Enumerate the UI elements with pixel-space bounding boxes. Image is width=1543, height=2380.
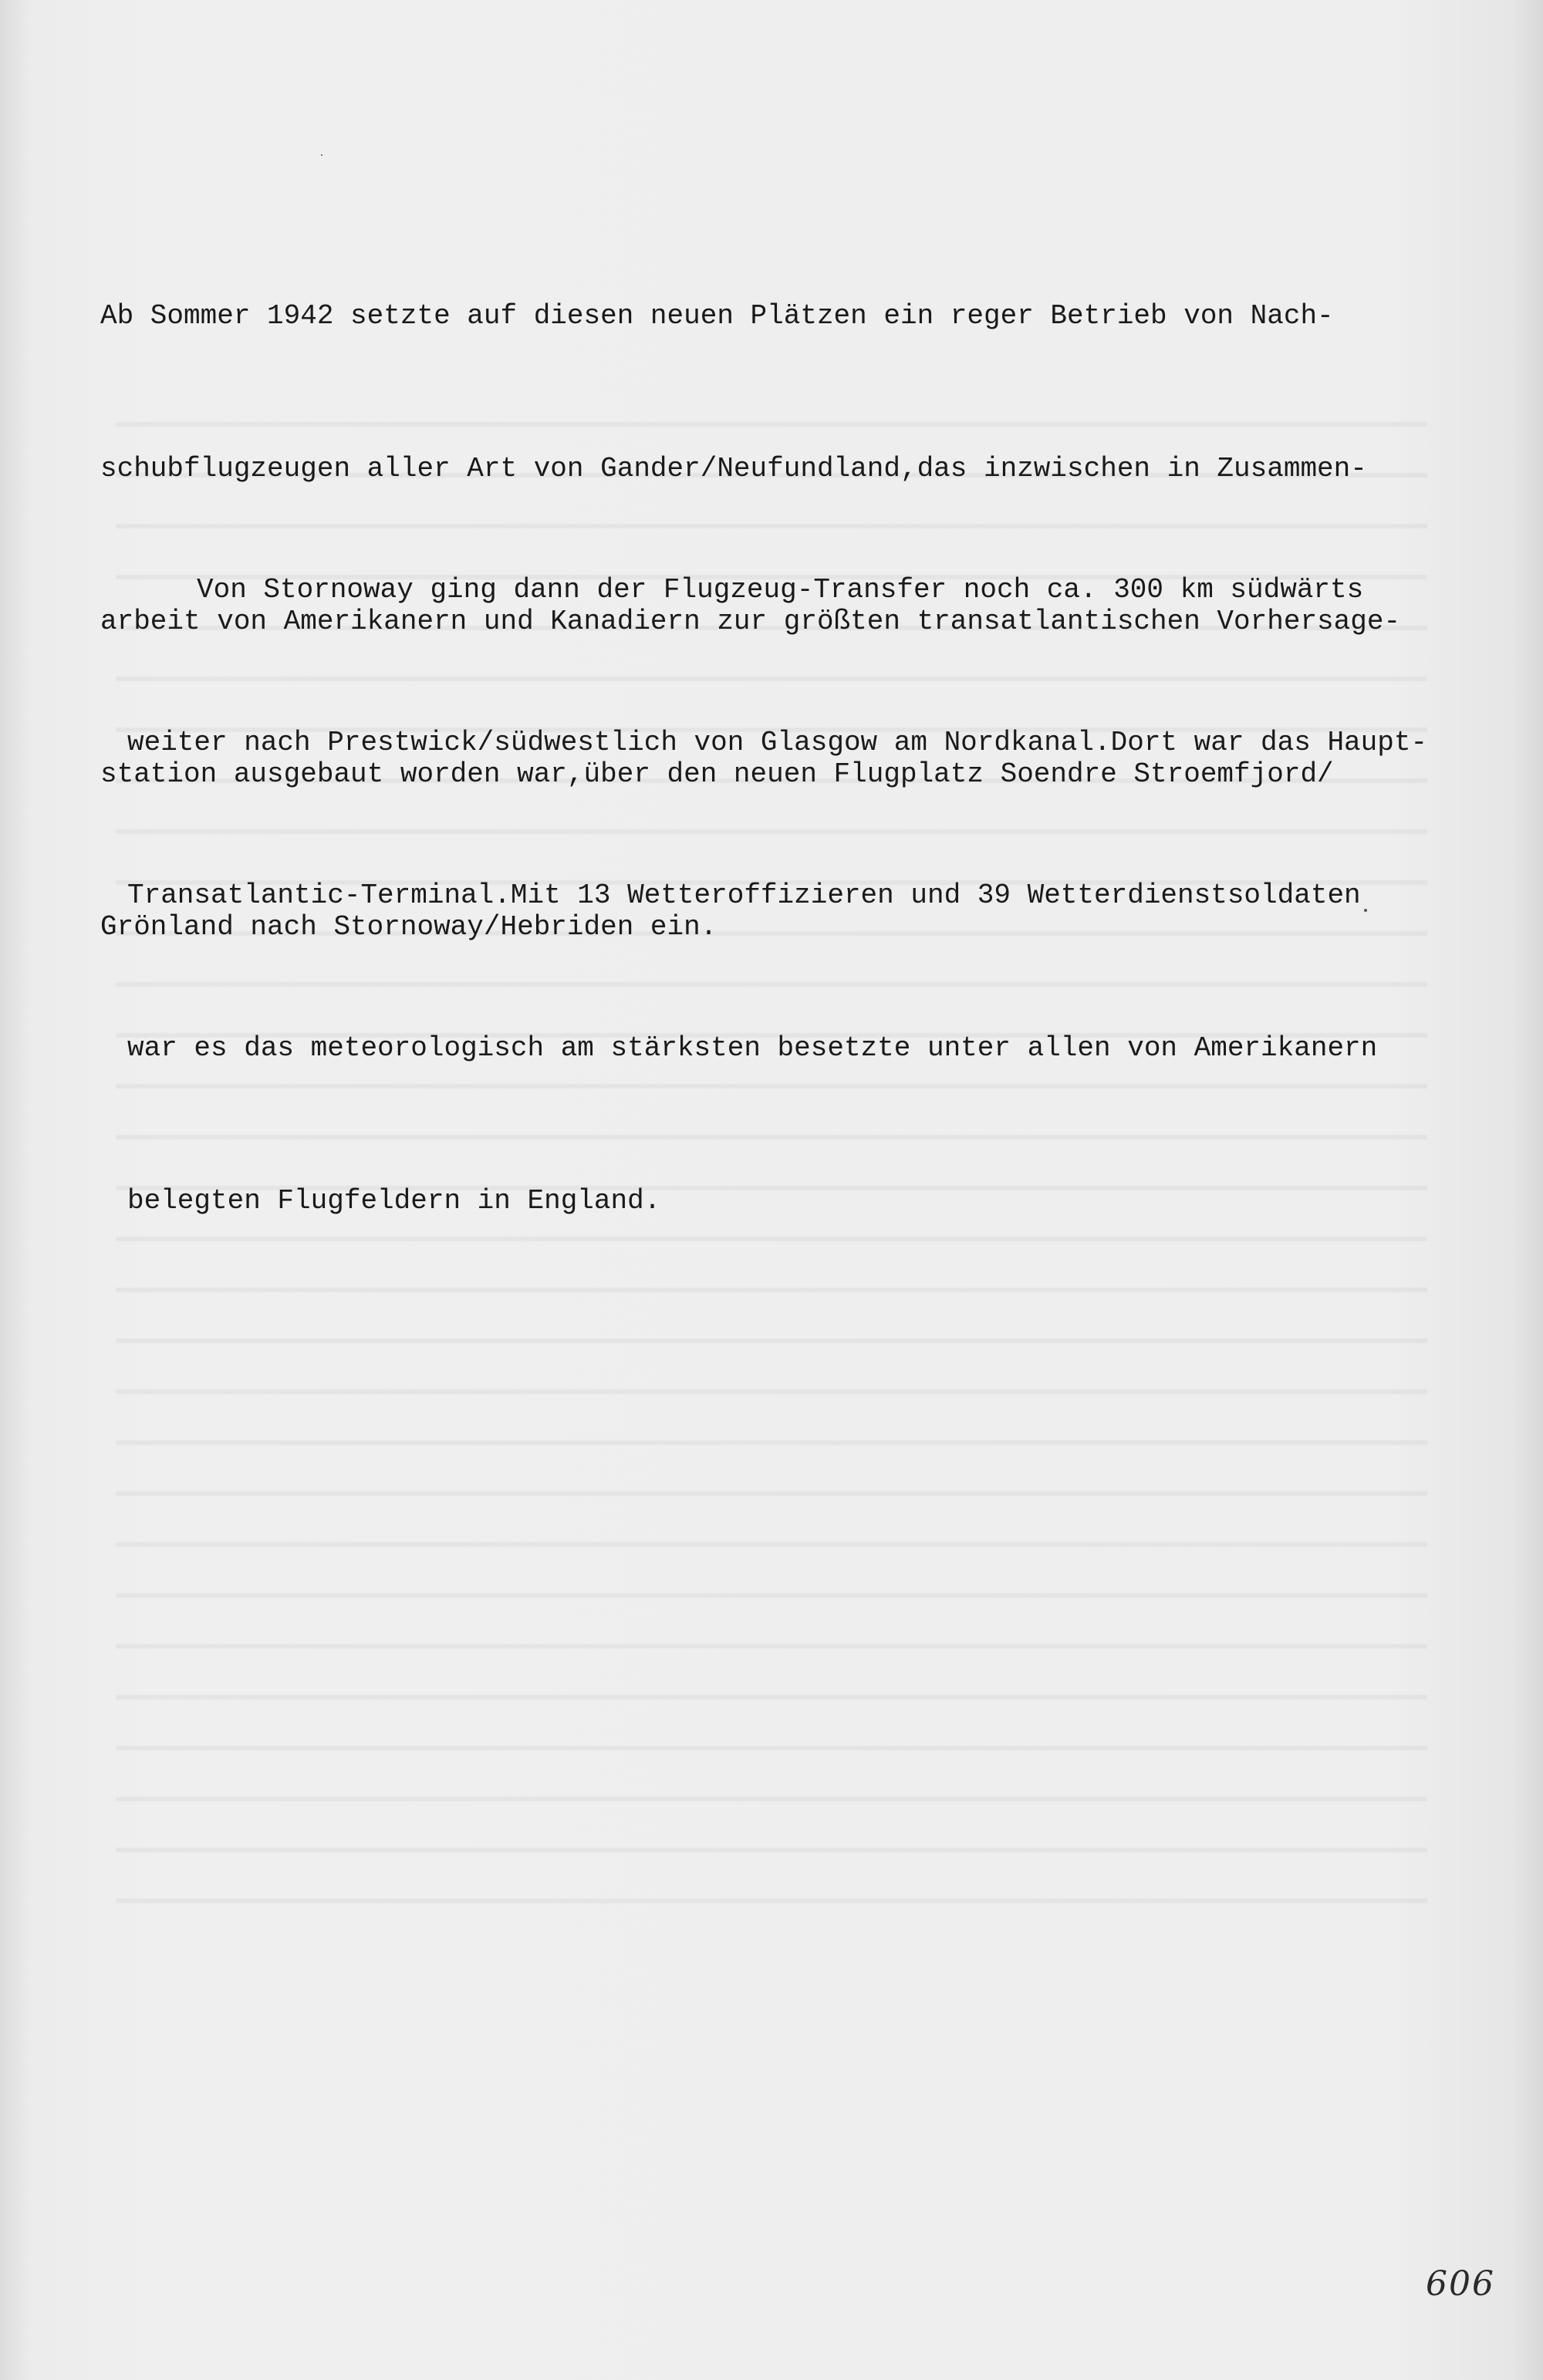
text-line: belegten Flugfeldern in England. [127,1185,661,1217]
text-line: weiter nach Prestwick/südwestlich von Glasgow am Nordkanal.Dort war das Haupt- [127,727,1428,758]
page-number: 606 [1426,2264,1495,2304]
paragraph-2 [127,463,1427,1328]
text-line: Von Stornoway ging dann der Flugzeug-Transfer noch ca. 300 km südwärts [197,574,1364,606]
dust-speck [321,154,322,156]
text-line: schubflugzeugen aller Art von Gander/Neufundland,das inzwischen in Zusammen- [100,453,1367,484]
text-line: Grönland nach Stornoway/Hebriden ein. [100,911,717,943]
text-line: Transatlantic-Terminal.Mit 13 Wetteroffizieren und 39 Wetterdienstsoldaten [127,879,1361,911]
text-line: arbeit von Amerikanern und Kanadiern zur größten transatlantischen Vorhersage- [100,606,1401,637]
text-line: war es das meteorologisch am stärksten besetzte unter allen von Amerikanern [127,1032,1378,1064]
text-line: Ab Sommer 1942 setzte auf diesen neuen Plätzen ein reger Betrieb von Nach- [100,300,1334,332]
dust-speck [1364,909,1367,912]
text-line: station ausgebaut worden war,über den neuen Flugplatz Soendre Stroemfjord/ [100,758,1334,790]
